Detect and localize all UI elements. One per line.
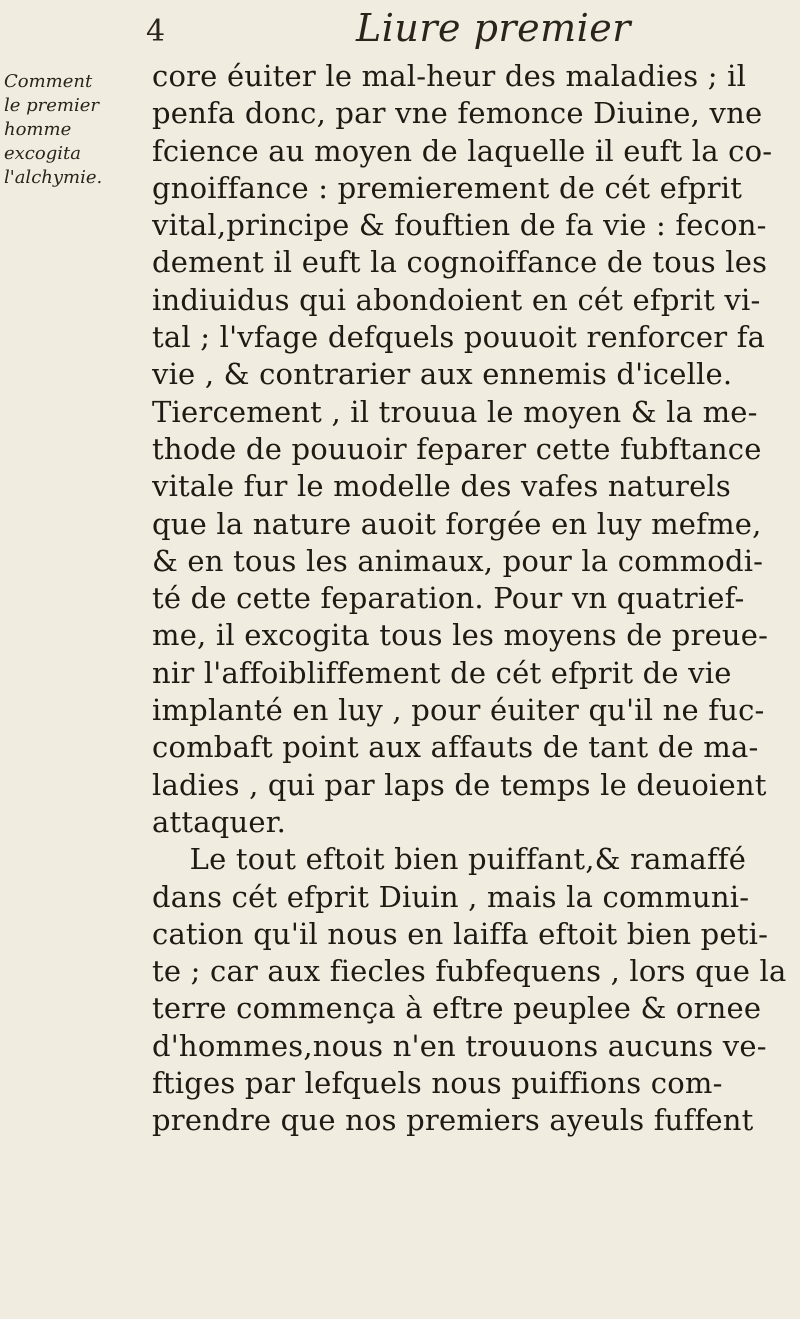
text-line: vitale fur le modelle des vafes naturels — [152, 469, 731, 504]
text-line: Le tout eftoit bien puiffant,& ramaffé — [152, 842, 747, 877]
text-line: té de cette feparation. Pour vn quatrief- — [152, 581, 745, 616]
text-line: fcience au moyen de laquelle il euft la co- — [152, 133, 773, 168]
text-line: vie , & contrarier aux ennemis d'icelle. — [152, 357, 733, 392]
text-line: & en tous les animaux, pour la commodi- — [152, 543, 764, 578]
text-line: terre commença à eftre peuplee & ornee — [152, 991, 762, 1026]
margin-note — [4, 70, 154, 190]
text-line: te ; car aux fiecles fubfequens , lors que la — [152, 954, 787, 989]
text-line: ftiges par lefquels nous puiffions com- — [152, 1066, 723, 1101]
text-line: dement il euft la cognoiffance de tous les — [152, 245, 768, 280]
text-line: combaft point aux affauts de tant de ma- — [152, 730, 759, 765]
text-line: prendre que nos premiers ayeuls fuffent — [152, 1103, 754, 1138]
margin-note-line: excogita — [4, 143, 81, 164]
text-line: tal ; l'vfage defquels pouuoit renforcer fa — [152, 320, 766, 355]
text-line: gnoiffance : premierement de cét efprit — [152, 170, 743, 205]
margin-note-line: Comment — [4, 71, 93, 92]
text-line: vital,principe & fouftien de fa vie : fecon- — [152, 208, 767, 243]
text-line: me, il excogita tous les moyens de preue- — [152, 618, 769, 653]
margin-note-line: le premier — [4, 95, 99, 116]
text-line: core éuiter le mal-heur des maladies ; il — [152, 59, 747, 93]
page-number: 4 — [146, 14, 166, 49]
text-line: ladies , qui par laps de temps le deuoient — [152, 767, 767, 802]
text-line: Tiercement , il trouua le moyen & la me- — [152, 394, 758, 429]
text-line: que la nature auoit forgée en luy mefme, — [152, 506, 762, 541]
text-line: d'hommes,nous n'en trouuons aucuns ve- — [152, 1028, 767, 1063]
text-line: implanté en luy , pour éuiter qu'il ne fuc- — [152, 693, 765, 728]
body-text — [152, 58, 792, 1140]
margin-note-line: homme — [4, 119, 72, 140]
text-line: indiuidus qui abondoient en cét efprit vi- — [152, 282, 761, 317]
text-line: dans cét efprit Diuin , mais la communi- — [152, 879, 750, 914]
margin-note-line: l'alchymie. — [4, 167, 103, 188]
running-head: Liure premier — [356, 6, 631, 50]
text-line: nir l'affoibliffement de cét efprit de vie — [152, 655, 732, 690]
text-line: cation qu'il nous en laiffa eftoit bien peti- — [152, 916, 769, 951]
text-line: attaquer. — [152, 804, 286, 839]
text-line: thode de pouuoir feparer cette fubftance — [152, 431, 762, 466]
text-line: penfa donc, par vne femonce Diuine, vne — [152, 96, 763, 131]
